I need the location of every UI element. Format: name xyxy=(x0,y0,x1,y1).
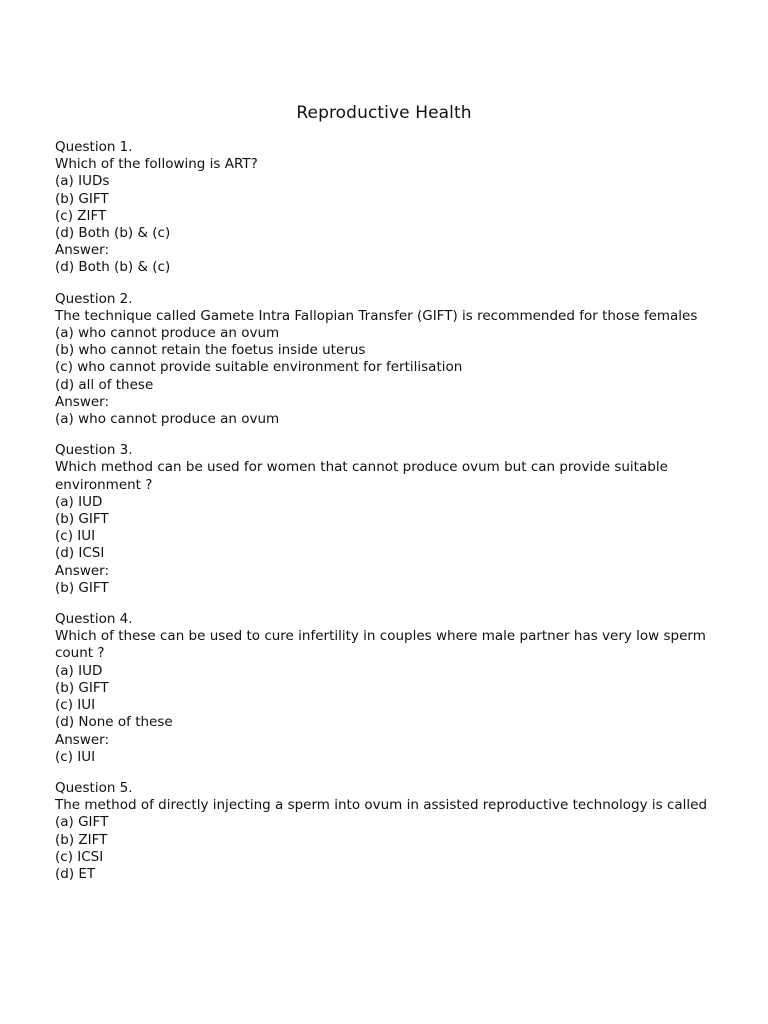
option-d: (d) Both (b) & (c) xyxy=(55,225,171,242)
option-b: (b) GIFT xyxy=(55,190,109,207)
option-a: (a) who cannot produce an ovum xyxy=(55,325,280,342)
option-c: (c) IUI xyxy=(55,528,96,545)
question-4 xyxy=(55,611,715,766)
answer-text: (a) who cannot produce an ovum xyxy=(55,411,280,428)
option-a: (a) GIFT xyxy=(55,814,109,831)
question-number: Question 5. xyxy=(55,779,133,796)
option-b: (b) who cannot retain the foetus inside uterus xyxy=(55,342,366,359)
question-number: Question 1. xyxy=(55,139,133,155)
option-d: (d) all of these xyxy=(55,376,154,393)
answer-text: (b) GIFT xyxy=(55,579,109,596)
page-title: Reproductive Health xyxy=(296,103,472,123)
answer-label: Answer: xyxy=(55,242,110,259)
option-d: (d) ICSI xyxy=(55,545,105,562)
question-number: Question 3. xyxy=(55,442,133,459)
option-c: (c) ICSI xyxy=(55,848,104,865)
answer-label: Answer: xyxy=(55,731,110,748)
question-5 xyxy=(55,780,715,883)
option-c: (c) ZIFT xyxy=(55,207,107,224)
option-a: (a) IUDs xyxy=(55,173,110,190)
answer-label: Answer: xyxy=(55,393,110,410)
option-b: (b) GIFT xyxy=(55,511,109,528)
question-3 xyxy=(55,442,715,597)
question-text: Which of these can be used to cure infertility in couples where male partner has very low sperm count ? xyxy=(55,628,711,662)
option-d: (d) ET xyxy=(55,865,96,882)
question-text: The method of directly injecting a sperm into ovum in assisted reproductive technology is called xyxy=(55,797,708,814)
question-number: Question 4. xyxy=(55,611,133,628)
option-c: (c) IUI xyxy=(55,697,96,714)
option-a: (a) IUD xyxy=(55,662,103,679)
answer-text: (d) Both (b) & (c) xyxy=(55,259,171,276)
option-b: (b) GIFT xyxy=(55,679,109,696)
question-list xyxy=(55,139,715,897)
question-1 xyxy=(55,139,715,277)
question-text: Which of the following is ART? xyxy=(55,156,258,173)
option-b: (b) ZIFT xyxy=(55,831,108,848)
option-c: (c) who cannot provide suitable environment for fertilisation xyxy=(55,359,463,376)
question-text: The technique called Gamete Intra Fallopian Transfer (GIFT) is recommended for those females xyxy=(55,307,698,324)
option-a: (a) IUD xyxy=(55,493,103,510)
question-text: Which method can be used for women that cannot produce ovum but can provide suitable environment ? xyxy=(55,459,673,493)
option-d: (d) None of these xyxy=(55,714,173,731)
answer-label: Answer: xyxy=(55,562,110,579)
answer-text: (c) IUI xyxy=(55,748,96,765)
question-2 xyxy=(55,291,715,429)
question-number: Question 2. xyxy=(55,290,133,307)
